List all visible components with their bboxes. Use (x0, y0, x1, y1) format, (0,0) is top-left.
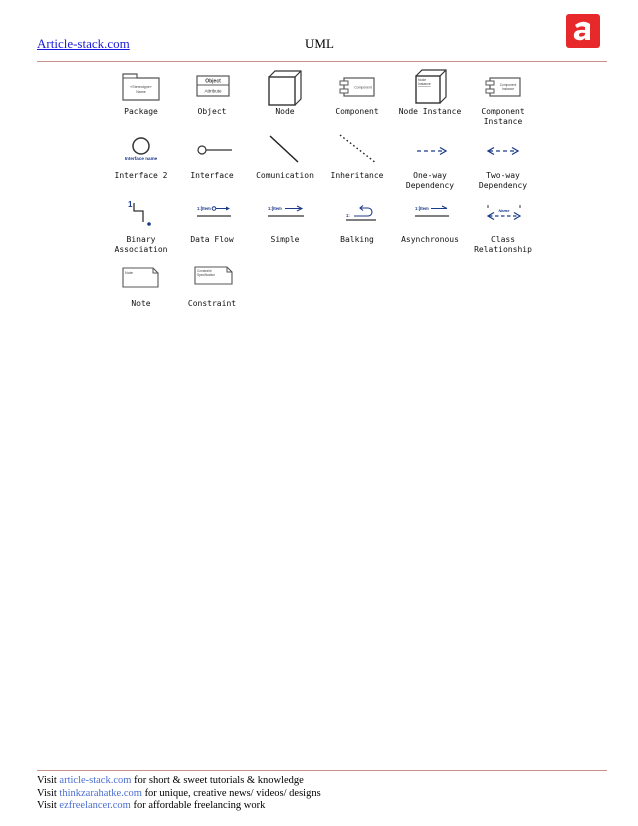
simple-icon (248, 196, 322, 234)
node-instance-icon (393, 68, 467, 106)
package-icon (104, 68, 178, 106)
shape-label: Component (335, 107, 379, 116)
message-label: 1:[Item (197, 206, 211, 211)
shape-package[interactable] (104, 68, 178, 132)
component-icon (320, 68, 394, 106)
shape-label: Package (124, 107, 158, 116)
shape-label: Node (275, 107, 295, 116)
node-instance-line-1: Node (418, 78, 427, 82)
communication-icon (248, 132, 322, 170)
asynchronous-icon (393, 196, 467, 234)
constraint-line-1: Constraint (197, 269, 212, 273)
shape-component[interactable] (320, 68, 394, 132)
shape-label: Node Instance (398, 107, 462, 116)
shape-note[interactable] (104, 260, 178, 324)
package-stereotype: «Stereotype» (130, 85, 152, 89)
shape-balking[interactable] (320, 196, 394, 260)
footer-link-article-stack[interactable]: article-stack.com (59, 775, 132, 786)
constraint-line-2: Specification (197, 273, 216, 277)
shape-label: Two-way Dependency (478, 171, 528, 190)
node-icon (248, 68, 322, 106)
footer-divider (37, 770, 607, 771)
shape-component-instance[interactable] (466, 68, 540, 132)
shape-asynchronous[interactable] (393, 196, 467, 260)
shape-node[interactable] (248, 68, 322, 132)
package-name: Name (136, 90, 146, 94)
inheritance-icon (320, 132, 394, 170)
shape-label: Object (197, 107, 227, 116)
relationship-name: Name (498, 208, 510, 213)
component-instance-line-2: Instance (501, 87, 515, 91)
component-name: Component (354, 85, 372, 90)
class-relationship-icon (466, 196, 540, 234)
shape-simple[interactable] (248, 196, 322, 260)
shape-label: Binary Association (114, 235, 168, 254)
footer-link-thinkzarahatke[interactable]: thinkzarahatke.com (59, 787, 142, 799)
shape-object[interactable] (175, 68, 249, 132)
shape-two-way-dependency[interactable] (466, 132, 540, 196)
shape-one-way-dependency[interactable] (393, 132, 467, 196)
shape-node-instance[interactable] (393, 68, 467, 132)
note-icon (104, 260, 178, 298)
multiplicity-label: 1 (128, 200, 133, 209)
shape-interface[interactable] (175, 132, 249, 196)
shape-interface-2[interactable] (104, 132, 178, 196)
article-stack-logo[interactable] (566, 14, 600, 48)
component-instance-icon (466, 68, 540, 106)
shape-label: Simple (270, 235, 300, 244)
component-instance-line-1: Component (499, 83, 517, 87)
footer-link-ezfreelancer[interactable]: ezfreelancer.com (59, 800, 131, 811)
shape-data-flow[interactable] (175, 196, 249, 260)
balking-icon (320, 196, 394, 234)
object-attribute: Attribute (204, 88, 222, 94)
note-text: Note (125, 271, 134, 275)
message-label: 1:[Item (415, 206, 429, 211)
uml-shape-palette (104, 68, 544, 318)
shape-constraint[interactable] (175, 260, 249, 324)
header-site-link[interactable]: Article-stack.com (37, 36, 130, 51)
shape-label: Comunication (256, 171, 314, 180)
two-way-dependency-icon (466, 132, 540, 170)
shape-label: Class Relationship (474, 235, 532, 254)
shape-class-relationship[interactable] (466, 196, 540, 260)
shape-label: Interface 2 (114, 171, 168, 180)
shape-label: Interface (190, 171, 234, 180)
page-title: UML (305, 36, 334, 51)
node-instance-line-2: Instance (418, 82, 431, 86)
binary-association-icon (104, 196, 178, 234)
one-way-dependency-icon (393, 132, 467, 170)
object-name: Object (205, 78, 221, 85)
shape-label: Data Flow (190, 235, 234, 244)
header-divider (37, 61, 607, 62)
footer-line: Visit thinkzarahatke.com for unique, creative news/ videos/ designs (37, 787, 321, 799)
message-label: 1:[Item (268, 206, 282, 211)
message-label: 1: (346, 213, 350, 218)
logo-icon (566, 14, 600, 48)
shape-communication[interactable] (248, 132, 322, 196)
interface-name: Interface name (124, 156, 158, 161)
data-flow-icon (175, 196, 249, 234)
shape-label: Constraint (187, 299, 237, 308)
shape-label: Asynchronous (401, 235, 459, 244)
shape-label: Balking (340, 235, 374, 244)
shape-label: Note (131, 299, 151, 308)
interface-icon (175, 132, 249, 170)
object-icon (175, 68, 249, 106)
shape-label: One-way Dependency (405, 171, 455, 190)
footer (37, 775, 321, 813)
shape-label: Inheritance (330, 171, 384, 180)
shape-label: Component Instance (481, 107, 525, 126)
constraint-icon (175, 260, 249, 298)
interface-2-icon (104, 132, 178, 170)
shape-inheritance[interactable] (320, 132, 394, 196)
shape-binary-association[interactable] (104, 196, 178, 260)
footer-line: Visit ezfreelancer.com for affordable freelancing work (37, 800, 266, 811)
footer-line: Visit article-stack.com for short & sweet tutorials & knowledge (37, 775, 304, 786)
